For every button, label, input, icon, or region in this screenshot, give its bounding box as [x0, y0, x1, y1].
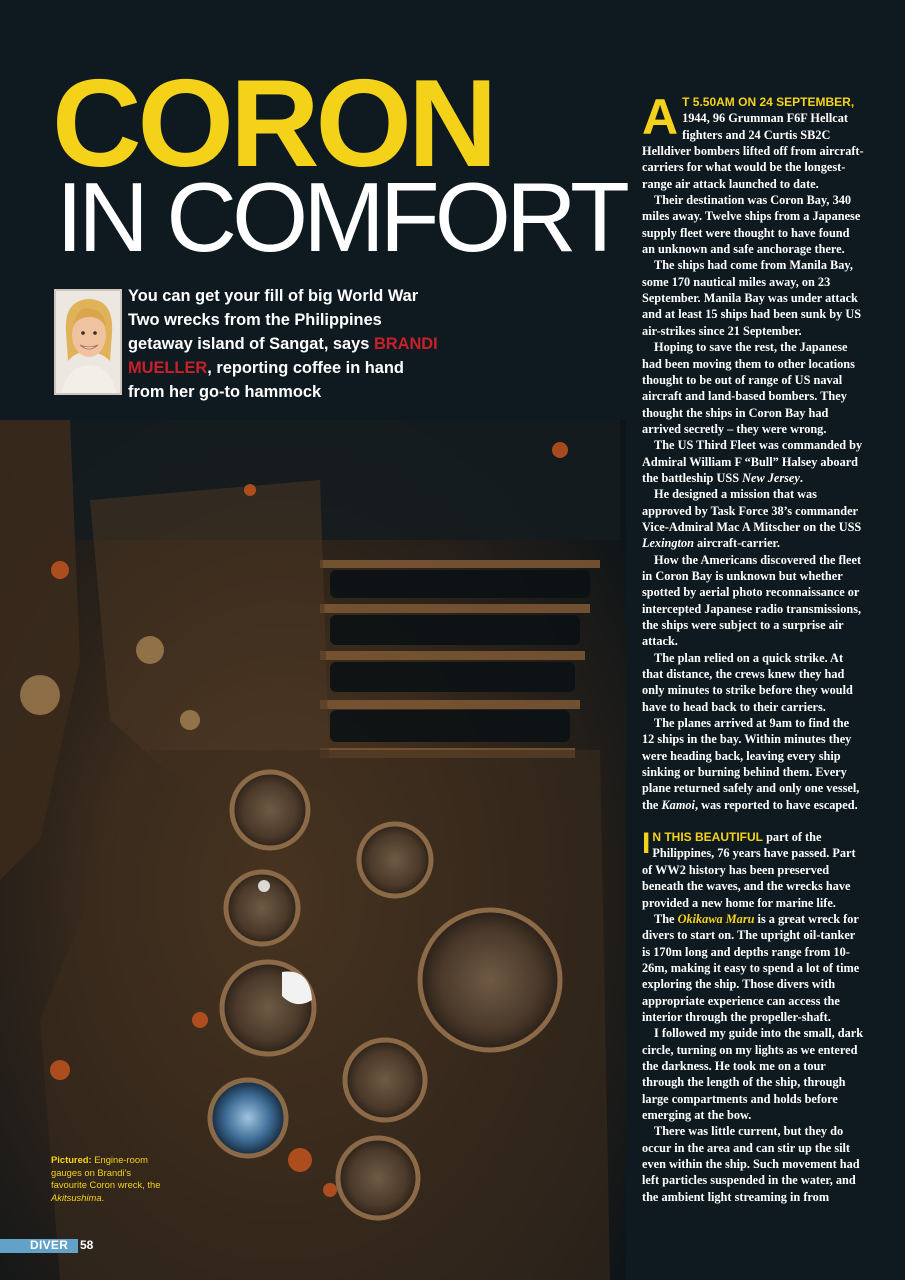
paragraph-3: The ships had come from Manila Bay, some 170 nautical miles away, on 23 September. Manila Bay was under attack and at least 15 ships had been sunk by US air-strikes since 21 September.: [642, 258, 862, 338]
article-body: [642, 89, 864, 1205]
lead-in-2: N THIS BEAUTIFUL: [652, 830, 764, 845]
paragraph-2: Their destination was Coron Bay, 340 miles away. Twelve ships from a Japanese supply fleet were thought to have found an unknown and safe anchorage there.: [642, 193, 861, 257]
photo-caption: [51, 1154, 161, 1204]
p5-text: The US Third Fleet was commanded by Admiral William F “Bull” Halsey aboard the battleship USS: [642, 438, 863, 485]
p11-end: is a great wreck for divers to start on. The upright oil-tanker is 170m long and depths range from 10-26m, making it easy to spend a lot of time exploring the ship. Those divers with appropriate experience can access the interior through the propeller-shaft.: [642, 911, 860, 1024]
caption-end: .: [101, 1191, 105, 1203]
page-footer: [0, 1236, 100, 1256]
p11-text: The: [654, 911, 678, 926]
p6-end: aircraft-carrier.: [693, 536, 780, 551]
p9-ship: Kamoi: [661, 797, 695, 812]
paragraph-13: There was little current, but they do occur in the area and can stir up the silt even within the ship. Such movement had left particles suspended in the water, and the ambient light streaming in from: [642, 1124, 860, 1204]
portrait-image: [56, 291, 120, 393]
caption-ship: Akitsushima: [51, 1191, 102, 1203]
standfirst: [128, 284, 438, 404]
paragraph-6: [642, 486, 864, 551]
drop-cap-i: I: [642, 827, 651, 861]
standfirst-text: You can get your fill of big World War Two wrecks from the Philippines getaway island of Sangat, says: [128, 287, 419, 353]
paragraph-4: Hoping to save the rest, the Japanese had been moving them to other locations thought to be out of range of US naval aircraft and land-based bombers. They thought the ships in Coron Bay had arrived secretly – they were wrong.: [642, 340, 855, 436]
p5-ship: New Jersey: [742, 470, 800, 485]
p9-end: , was reported to have escaped.: [694, 797, 858, 812]
paragraph-10-text: part of the Philippines, 76 years have passed. Part of WW2 history has been preserved beneath the waves, and the wrecks have provided a new home for marine life.: [642, 830, 856, 910]
p6-ship: Lexington: [642, 536, 694, 551]
lead-in-1: T 5.50AM ON 24 SEPTEMBER,: [682, 95, 855, 109]
wreck-photo: [0, 420, 626, 1280]
headline-in-comfort: IN COMFORT: [56, 162, 625, 272]
headline-coron: CORON: [52, 55, 494, 193]
paragraph-11: [642, 911, 864, 1025]
magazine-name: DIVER: [30, 1238, 69, 1252]
drop-cap-a: A: [642, 89, 679, 145]
paragraph-1: [642, 89, 864, 192]
p11-ship: Okikawa Maru: [677, 911, 755, 926]
paragraph-9: [642, 715, 864, 813]
caption-label: Pictured:: [51, 1154, 92, 1165]
p5-end: .: [799, 470, 803, 485]
author-name: BRANDI MUELLER: [128, 335, 438, 377]
p9-text: The planes arrived at 9am to find the 12 ships in the bay. Within minutes they were heading back, leaving every ship sinking or burning behind them. Every plane returned safely and only one vessel, the: [642, 716, 860, 812]
paragraph-7: How the Americans discovered the fleet in Coron Bay is unknown but whether spotted by aerial photo reconnaissance or intercepted Japanese radio transmissions, the ships were subject to a surprise air attack.: [642, 552, 862, 649]
paragraph-8: The plan relied on a quick strike. At that distance, the crews knew they had only minutes to strike before they would have to head back to their carriers.: [642, 650, 853, 714]
caption-text: Engine-room gauges on Brandi’s favourite Coron wreck, the: [51, 1154, 161, 1191]
paragraph-10: [642, 829, 864, 911]
paragraph-12: I followed my guide into the small, dark circle, turning on my lights as we entered the darkness. He took me on a tour through the length of the ship, through large compartments and holds before emerging at the bow.: [642, 1026, 864, 1122]
page-number: 58: [80, 1238, 94, 1252]
engine-room-gauges-image: [0, 420, 626, 1280]
paragraph-1-text: 1944, 96 Grumman F6F Hellcat fighters and 24 Curtis SB2C Helldiver bombers lifted off from aircraft-carriers for what would be the longest-range air attack launched to date.: [642, 111, 864, 191]
section-gap: [642, 813, 864, 829]
paragraph-5: [642, 437, 864, 486]
p6-text: He designed a mission that was approved by Task Force 38’s commander Vice-Admiral Mac A Mitscher on the USS: [642, 487, 862, 534]
standfirst-text-end: , reporting coffee in hand from her go-to hammock: [128, 359, 404, 401]
author-portrait: [54, 289, 122, 395]
